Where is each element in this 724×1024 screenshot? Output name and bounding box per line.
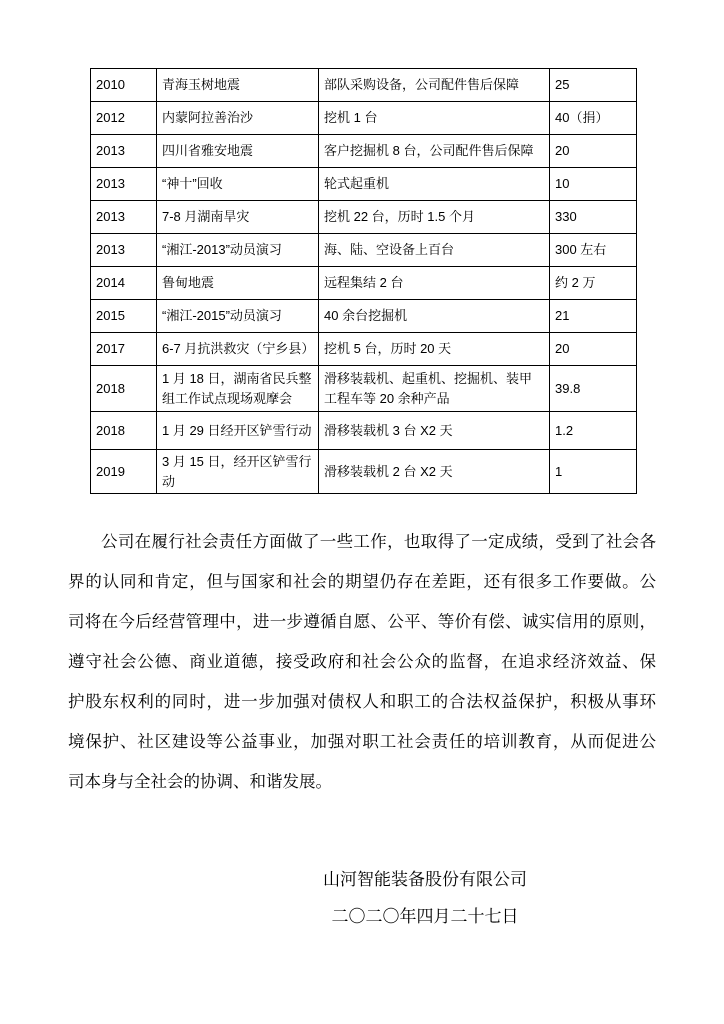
table-cell: 2017: [91, 333, 157, 366]
table-cell: 远程集结 2 台: [319, 267, 550, 300]
paragraph-line: 护股东权利的同时，进一步加强对债权人和职工的合法权益保护，积极从事环: [68, 692, 656, 711]
table-row: [91, 412, 637, 450]
table-cell: 7-8 月湖南旱灾: [157, 201, 319, 234]
signature-block: [126, 868, 724, 929]
table-row: [91, 201, 637, 234]
table-cell: 2014: [91, 267, 157, 300]
table-cell: 四川省雅安地震: [157, 135, 319, 168]
table-cell: 3 月 15 日，经开区铲雪行动: [157, 450, 319, 494]
table-cell: 20: [550, 135, 637, 168]
table-row: [91, 102, 637, 135]
table-cell: 2012: [91, 102, 157, 135]
table-cell: 1 月 18 日，湖南省民兵整组工作试点现场观摩会: [157, 366, 319, 412]
table-cell: 1.2: [550, 412, 637, 450]
table-cell: 1: [550, 450, 637, 494]
paragraph-line: 界的认同和肯定，但与国家和社会的期望仍存在差距，还有很多工作要做。公: [68, 572, 656, 591]
table-cell: 滑移装载机 2 台 X2 天: [319, 450, 550, 494]
table-cell: “湘江-2015”动员演习: [157, 300, 319, 333]
table-cell: 2013: [91, 234, 157, 267]
table-row: [91, 333, 637, 366]
table-cell: 2013: [91, 168, 157, 201]
table-row: [91, 69, 637, 102]
table-body: [91, 69, 637, 494]
table-cell: 300 左右: [550, 234, 637, 267]
table-cell: 挖机 22 台，历时 1.5 个月: [319, 201, 550, 234]
table-cell: 滑移装载机 3 台 X2 天: [319, 412, 550, 450]
table-cell: 部队采购设备，公司配件售后保障: [319, 69, 550, 102]
table-row: [91, 168, 637, 201]
table-cell: 40（捐）: [550, 102, 637, 135]
table-row: [91, 450, 637, 494]
signature-date: 二〇二〇年四月二十七日: [331, 907, 519, 926]
table-cell: 21: [550, 300, 637, 333]
table-cell: 20: [550, 333, 637, 366]
table-row: [91, 267, 637, 300]
table-row: [91, 300, 637, 333]
table-cell: 约 2 万: [550, 267, 637, 300]
table-cell: 客户挖掘机 8 台，公司配件售后保障: [319, 135, 550, 168]
table-cell: 2019: [91, 450, 157, 494]
table-cell: 挖机 1 台: [319, 102, 550, 135]
table-row: [91, 234, 637, 267]
table-cell: “神十”回收: [157, 168, 319, 201]
table-cell: 25: [550, 69, 637, 102]
paragraph-line: 公司在履行社会责任方面做了一些工作，也取得了一定成绩，受到了社会各: [101, 532, 656, 551]
table-cell: 鲁甸地震: [157, 267, 319, 300]
table-cell: 挖机 5 台，历时 20 天: [319, 333, 550, 366]
table-cell: 2018: [91, 366, 157, 412]
table-cell: 轮式起重机: [319, 168, 550, 201]
table-cell: 6-7 月抗洪救灾（宁乡县）: [157, 333, 319, 366]
paragraph-line: 司将在今后经营管理中，进一步遵循自愿、公平、等价有偿、诚实信用的原则，: [68, 612, 656, 631]
csr-events-table: [90, 68, 637, 494]
table-cell: 海、陆、空设备上百台: [319, 234, 550, 267]
table-cell: 2018: [91, 412, 157, 450]
table-cell: 2010: [91, 69, 157, 102]
table-cell: 2013: [91, 201, 157, 234]
table-row: [91, 135, 637, 168]
table-cell: 330: [550, 201, 637, 234]
signature-company: 山河智能装备股份有限公司: [323, 870, 527, 889]
table-cell: 1 月 29 日经开区铲雪行动: [157, 412, 319, 450]
table-cell: 39.8: [550, 366, 637, 412]
paragraph-line: 遵守社会公德、商业道德，接受政府和社会公众的监督，在追求经济效益、保: [68, 652, 656, 671]
table-cell: 内蒙阿拉善治沙: [157, 102, 319, 135]
body-paragraph: [68, 522, 656, 802]
table-cell: 2015: [91, 300, 157, 333]
paragraph-line: 司本身与全社会的协调、和谐发展。: [68, 772, 332, 791]
table-cell: 10: [550, 168, 637, 201]
table-cell: 青海玉树地震: [157, 69, 319, 102]
table-row: [91, 366, 637, 412]
table-cell: 2013: [91, 135, 157, 168]
table-cell: “湘江-2013”动员演习: [157, 234, 319, 267]
table-cell: 40 余台挖掘机: [319, 300, 550, 333]
table-cell: 滑移装载机、起重机、挖掘机、装甲工程车等 20 余种产品: [319, 366, 550, 412]
paragraph-line: 境保护、社区建设等公益事业，加强对职工社会责任的培训教育，从而促进公: [68, 732, 656, 751]
